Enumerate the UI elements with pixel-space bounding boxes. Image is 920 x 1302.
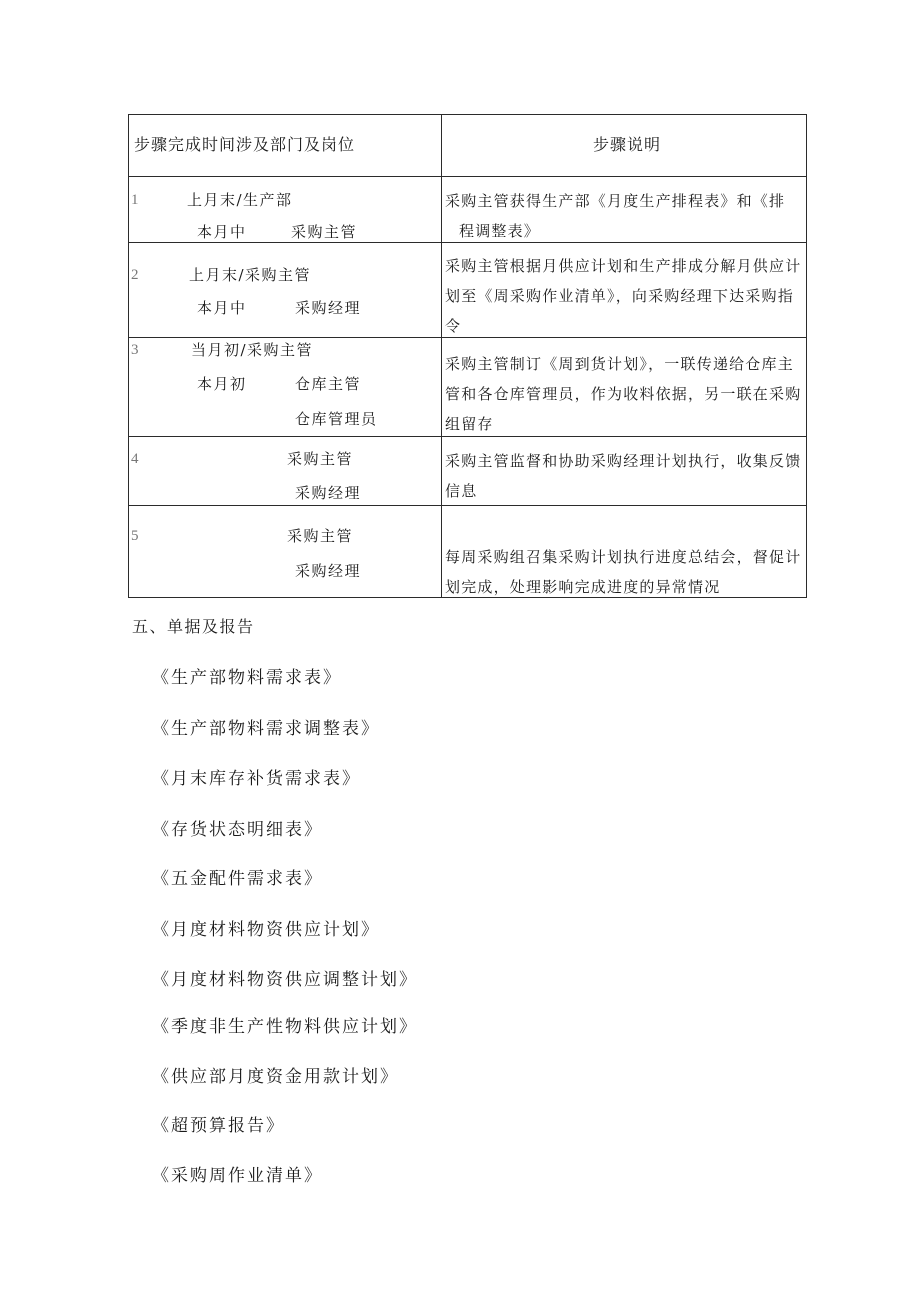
- report-item: 《五金配件需求表》: [152, 869, 323, 889]
- step-description: 采购主管监督和协助采购经理计划执行，收集反馈信息: [445, 452, 802, 500]
- step-description: 程调整表》: [459, 222, 541, 240]
- step-number: 3: [131, 342, 139, 358]
- step-timing: 本月中: [197, 223, 247, 241]
- step-number: 4: [131, 451, 139, 467]
- report-item: 《存货状态明细表》: [152, 820, 323, 840]
- report-item: 《超预算报告》: [152, 1116, 285, 1136]
- section-title: 五、单据及报告: [132, 617, 255, 636]
- step-timing: 本月初: [197, 375, 247, 393]
- step-number: 5: [131, 528, 139, 544]
- row-divider: [129, 176, 806, 177]
- header-col-steps: 步骤完成时间涉及部门及岗位: [134, 135, 356, 154]
- step-role: 采购经理: [295, 484, 362, 502]
- header-col-description: 步骤说明: [593, 135, 662, 154]
- report-item: 《季度非生产性物料供应计划》: [152, 1017, 418, 1037]
- report-item: 《月末库存补货需求表》: [152, 769, 361, 789]
- step-role: 仓库管理员: [295, 410, 378, 428]
- step-role: 仓库主管: [295, 375, 362, 393]
- step-role: 采购经理: [295, 562, 362, 580]
- step-timing: 上月末/生产部: [187, 191, 293, 209]
- report-item: 《供应部月度资金用款计划》: [152, 1067, 399, 1087]
- report-item: 《采购周作业清单》: [152, 1166, 323, 1186]
- step-description: 每周采购组召集采购计划执行进度总结会，督促计划完成，处理影响完成进度的异常情况: [445, 548, 802, 596]
- report-item: 《月度材料物资供应调整计划》: [152, 970, 418, 990]
- step-timing: 上月末/采购主管: [189, 266, 312, 284]
- step-description: 采购主管根据月供应计划和生产排成分解月供应计划至《周采购作业清单》，向采购经理下达采购指令: [445, 257, 802, 335]
- step-role: 采购主管: [291, 223, 358, 241]
- report-item: 《生产部物料需求调整表》: [152, 719, 380, 739]
- step-role: 采购主管: [287, 450, 354, 468]
- report-item: 《月度材料物资供应计划》: [152, 920, 380, 940]
- report-item: 《生产部物料需求表》: [152, 668, 342, 688]
- step-timing: 当月初/采购主管: [191, 341, 314, 359]
- step-role: 采购经理: [295, 299, 362, 317]
- procedure-table: [128, 114, 807, 598]
- step-number: 1: [131, 192, 139, 208]
- step-description: 采购主管获得生产部《月度生产排程表》和《排: [445, 192, 786, 210]
- column-divider: [441, 115, 442, 597]
- step-description: 采购主管制订《周到货计划》，一联传递给仓库主管和各仓库管理员，作为收料依据，另一联在采购组留存: [445, 355, 802, 433]
- step-timing: 本月中: [197, 299, 247, 317]
- step-number: 2: [131, 267, 139, 283]
- step-role: 采购主管: [287, 527, 354, 545]
